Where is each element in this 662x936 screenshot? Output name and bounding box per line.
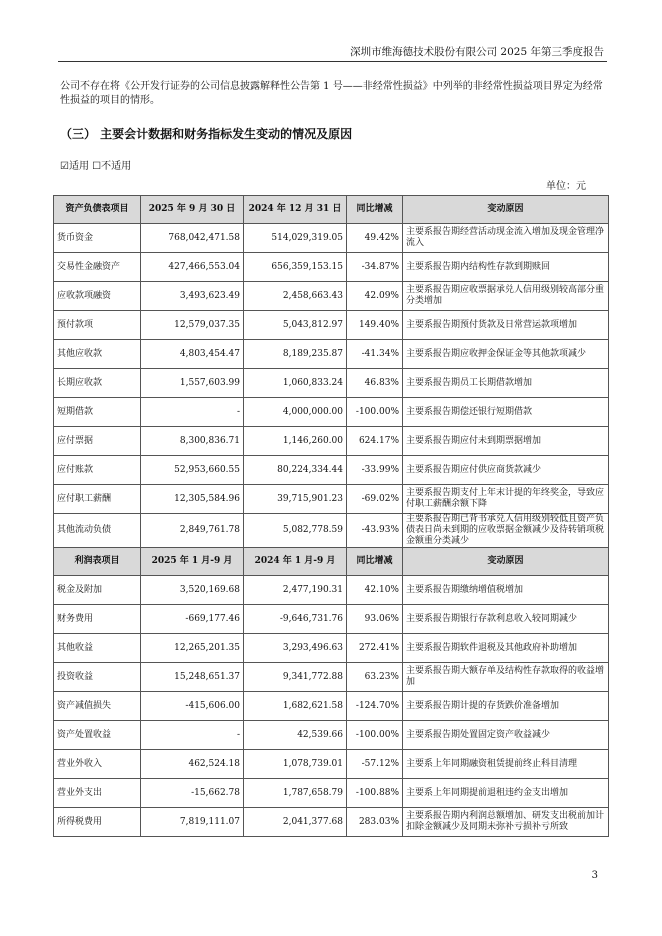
balance-header-cell: 资产负债表项目 bbox=[54, 196, 141, 224]
table-row bbox=[54, 311, 609, 340]
table-row bbox=[54, 663, 609, 692]
current-value-cell: 462,524.18 bbox=[141, 750, 244, 779]
change-percent-cell: -57.12% bbox=[347, 750, 403, 779]
current-value-cell: - bbox=[141, 398, 244, 427]
table-row bbox=[54, 514, 609, 548]
change-percent-cell: -43.93% bbox=[347, 514, 403, 548]
prior-value-cell: 42,539.66 bbox=[244, 721, 347, 750]
reason-cell: 主要系报告期支付上年末计提的年终奖金，导致应付职工薪酬余额下降 bbox=[403, 485, 609, 514]
item-name-cell: 货币资金 bbox=[54, 224, 141, 253]
intro-paragraph: 公司不存在将《公开发行证券的公司信息披露解释性公告第 1 号——非经常性损益》中列举的非经常性损益项目界定为经常性损益的项目的情形。 bbox=[60, 81, 603, 106]
item-name-cell: 短期借款 bbox=[54, 398, 141, 427]
change-percent-cell: 42.10% bbox=[347, 576, 403, 605]
change-percent-cell: -41.34% bbox=[347, 340, 403, 369]
reason-cell: 主要系报告期预付货款及日常营运款项增加 bbox=[403, 311, 609, 340]
table-row bbox=[54, 282, 609, 311]
current-value-cell: 768,042,471.58 bbox=[141, 224, 244, 253]
prior-value-cell: 1,787,658.79 bbox=[244, 779, 347, 808]
prior-value-cell: 2,458,663.43 bbox=[244, 282, 347, 311]
current-value-cell: - bbox=[141, 721, 244, 750]
reason-cell: 主要系报告期缴纳增值税增加 bbox=[403, 576, 609, 605]
item-name-cell: 其他应收款 bbox=[54, 340, 141, 369]
prior-value-cell: 1,078,739.01 bbox=[244, 750, 347, 779]
reason-cell: 主要系上年同期融资租赁提前终止科目清理 bbox=[403, 750, 609, 779]
table-row bbox=[54, 369, 609, 398]
balance-header-cell: 同比增减 bbox=[347, 196, 403, 224]
current-value-cell: 3,520,169.68 bbox=[141, 576, 244, 605]
change-percent-cell: 46.83% bbox=[347, 369, 403, 398]
balance-header-cell: 变动原因 bbox=[403, 196, 609, 224]
change-percent-cell: -100.00% bbox=[347, 721, 403, 750]
prior-value-cell: 514,029,319.05 bbox=[244, 224, 347, 253]
change-percent-cell: -100.00% bbox=[347, 398, 403, 427]
page-header-title: 深圳市维海德技术股份有限公司 2025 年第三季度报告 bbox=[350, 46, 604, 58]
prior-value-cell: -9,646,731.76 bbox=[244, 605, 347, 634]
table-row bbox=[54, 427, 609, 456]
page-number: 3 bbox=[591, 870, 598, 881]
current-value-cell: 3,493,623.49 bbox=[141, 282, 244, 311]
prior-value-cell: 8,189,235.87 bbox=[244, 340, 347, 369]
income-header-cell: 2025 年 1 月-9 月 bbox=[141, 548, 244, 576]
prior-value-cell: 39,715,901.23 bbox=[244, 485, 347, 514]
current-value-cell: 7,819,111.07 bbox=[141, 808, 244, 837]
reason-cell: 主要系报告期处置固定资产收益减少 bbox=[403, 721, 609, 750]
prior-value-cell: 5,043,812.97 bbox=[244, 311, 347, 340]
current-value-cell: -415,606.00 bbox=[141, 692, 244, 721]
prior-value-cell: 2,041,377.68 bbox=[244, 808, 347, 837]
table-row bbox=[54, 398, 609, 427]
reason-cell: 主要系报告期内利润总额增加、研发支出税前加计扣除金额减少及同期未弥补亏损补亏所致 bbox=[403, 808, 609, 837]
current-value-cell: 427,466,553.04 bbox=[141, 253, 244, 282]
reason-cell: 主要系报告期应付供应商货款减少 bbox=[403, 456, 609, 485]
table-row bbox=[54, 576, 609, 605]
reason-cell: 主要系报告期应付未到期票据增加 bbox=[403, 427, 609, 456]
income-header-cell: 变动原因 bbox=[403, 548, 609, 576]
prior-value-cell: 9,341,772.88 bbox=[244, 663, 347, 692]
change-percent-cell: 149.40% bbox=[347, 311, 403, 340]
item-name-cell: 其他流动负债 bbox=[54, 514, 141, 548]
change-percent-cell: -69.02% bbox=[347, 485, 403, 514]
table-row bbox=[54, 605, 609, 634]
prior-value-cell: 80,224,334.44 bbox=[244, 456, 347, 485]
current-value-cell: 12,265,201.35 bbox=[141, 634, 244, 663]
table-row bbox=[54, 779, 609, 808]
table-row bbox=[54, 721, 609, 750]
prior-value-cell: 4,000,000.00 bbox=[244, 398, 347, 427]
change-percent-cell: -34.87% bbox=[347, 253, 403, 282]
prior-value-cell: 2,477,190.31 bbox=[244, 576, 347, 605]
change-percent-cell: 49.42% bbox=[347, 224, 403, 253]
current-value-cell: 1,557,603.99 bbox=[141, 369, 244, 398]
prior-value-cell: 5,082,778.59 bbox=[244, 514, 347, 548]
table-row bbox=[54, 750, 609, 779]
reason-cell: 主要系报告期员工长期借款增加 bbox=[403, 369, 609, 398]
unit-label: 单位：元 bbox=[546, 181, 586, 192]
item-name-cell: 长期应收款 bbox=[54, 369, 141, 398]
item-name-cell: 资产减值损失 bbox=[54, 692, 141, 721]
current-value-cell: 8,300,836.71 bbox=[141, 427, 244, 456]
table-row bbox=[54, 224, 609, 253]
item-name-cell: 应付票据 bbox=[54, 427, 141, 456]
reason-cell: 主要系报告期银行存款利息收入较同期减少 bbox=[403, 605, 609, 634]
item-name-cell: 应付职工薪酬 bbox=[54, 485, 141, 514]
reason-cell: 主要系上年同期提前退租违约金支出增加 bbox=[403, 779, 609, 808]
header-divider bbox=[58, 61, 607, 62]
reason-cell: 主要系报告期经营活动现金流入增加及现金管理净流入 bbox=[403, 224, 609, 253]
item-name-cell: 交易性金融资产 bbox=[54, 253, 141, 282]
reason-cell: 主要系报告期软件退税及其他政府补助增加 bbox=[403, 634, 609, 663]
change-percent-cell: 93.06% bbox=[347, 605, 403, 634]
change-percent-cell: 272.41% bbox=[347, 634, 403, 663]
balance-header-cell: 2025 年 9 月 30 日 bbox=[141, 196, 244, 224]
item-name-cell: 财务费用 bbox=[54, 605, 141, 634]
change-percent-cell: -33.99% bbox=[347, 456, 403, 485]
item-name-cell: 预付款项 bbox=[54, 311, 141, 340]
reason-cell: 主要系报告期偿还银行短期借款 bbox=[403, 398, 609, 427]
income-header-cell: 2024 年 1 月-9 月 bbox=[244, 548, 347, 576]
table-row bbox=[54, 456, 609, 485]
item-name-cell: 资产处置收益 bbox=[54, 721, 141, 750]
change-percent-cell: 624.17% bbox=[347, 427, 403, 456]
change-percent-cell: 42.09% bbox=[347, 282, 403, 311]
item-name-cell: 税金及附加 bbox=[54, 576, 141, 605]
table-row bbox=[54, 808, 609, 837]
current-value-cell: 52,953,660.55 bbox=[141, 456, 244, 485]
reason-cell: 主要系报告期应收票据承兑人信用级别较高部分重分类增加 bbox=[403, 282, 609, 311]
item-name-cell: 投资收益 bbox=[54, 663, 141, 692]
change-percent-cell: -124.70% bbox=[347, 692, 403, 721]
change-percent-cell: 283.03% bbox=[347, 808, 403, 837]
table-row bbox=[54, 340, 609, 369]
applicability-checkboxes: ☑适用 ☐不适用 bbox=[60, 161, 132, 172]
financial-changes-table bbox=[53, 195, 609, 837]
reason-cell: 主要系报告期应收押金保证金等其他款项减少 bbox=[403, 340, 609, 369]
prior-value-cell: 1,146,260.00 bbox=[244, 427, 347, 456]
current-value-cell: 12,579,037.35 bbox=[141, 311, 244, 340]
section-title: （三） 主要会计数据和财务指标发生变动的情况及原因 bbox=[60, 127, 353, 141]
balance-header-row bbox=[54, 196, 609, 224]
item-name-cell: 营业外支出 bbox=[54, 779, 141, 808]
current-value-cell: -669,177.46 bbox=[141, 605, 244, 634]
income-header-row bbox=[54, 548, 609, 576]
prior-value-cell: 1,060,833.24 bbox=[244, 369, 347, 398]
table-row bbox=[54, 485, 609, 514]
item-name-cell: 所得税费用 bbox=[54, 808, 141, 837]
item-name-cell: 营业外收入 bbox=[54, 750, 141, 779]
current-value-cell: 12,305,584.96 bbox=[141, 485, 244, 514]
item-name-cell: 其他收益 bbox=[54, 634, 141, 663]
income-header-cell: 利润表项目 bbox=[54, 548, 141, 576]
reason-cell: 主要系报告期大额存单及结构性存款取得的收益增加 bbox=[403, 663, 609, 692]
prior-value-cell: 1,682,621.58 bbox=[244, 692, 347, 721]
change-percent-cell: 63.23% bbox=[347, 663, 403, 692]
table-row bbox=[54, 253, 609, 282]
balance-header-cell: 2024 年 12 月 31 日 bbox=[244, 196, 347, 224]
reason-cell: 主要系报告期已背书承兑人信用级别较低且资产负债表日尚未到期的应收票据金额减少及待转销项税金额重分类减少 bbox=[403, 514, 609, 548]
change-percent-cell: -100.88% bbox=[347, 779, 403, 808]
prior-value-cell: 3,293,496.63 bbox=[244, 634, 347, 663]
current-value-cell: -15,662.78 bbox=[141, 779, 244, 808]
prior-value-cell: 656,359,153.15 bbox=[244, 253, 347, 282]
current-value-cell: 4,803,454.47 bbox=[141, 340, 244, 369]
item-name-cell: 应付账款 bbox=[54, 456, 141, 485]
item-name-cell: 应收款项融资 bbox=[54, 282, 141, 311]
reason-cell: 主要系报告期计提的存货跌价准备增加 bbox=[403, 692, 609, 721]
table-row bbox=[54, 692, 609, 721]
current-value-cell: 2,849,761.78 bbox=[141, 514, 244, 548]
income-header-cell: 同比增减 bbox=[347, 548, 403, 576]
table-row bbox=[54, 634, 609, 663]
reason-cell: 主要系报告期内结构性存款到期赎回 bbox=[403, 253, 609, 282]
current-value-cell: 15,248,651.37 bbox=[141, 663, 244, 692]
